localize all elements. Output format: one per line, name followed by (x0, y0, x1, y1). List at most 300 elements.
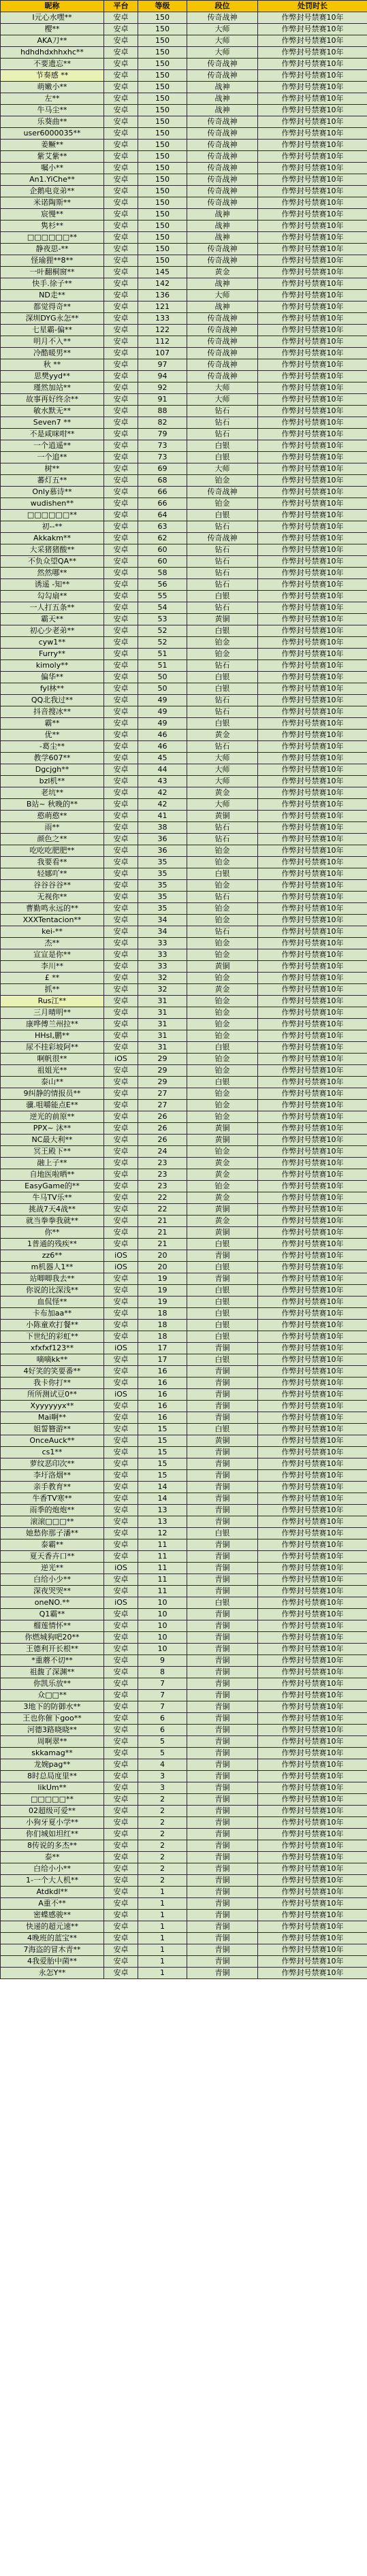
cell-penalty: 作弊封号禁赛10年 (258, 1054, 367, 1065)
cell-level: 20 (138, 1250, 187, 1262)
table-row (1, 1447, 367, 1458)
cell-platform: 安卓 (104, 1493, 138, 1505)
table-row (1, 602, 367, 614)
cell-penalty: 作弊封号禁赛10年 (258, 1840, 367, 1852)
cell-penalty: 作弊封号禁赛10年 (258, 186, 367, 197)
cell-nickname: Rus江** (1, 996, 104, 1007)
cell-platform: 安卓 (104, 683, 138, 695)
cell-penalty: 作弊封号禁赛10年 (258, 1655, 367, 1667)
cell-nickname: 牛马TV乐** (1, 1192, 104, 1204)
cell-nickname: 初心少老弟** (1, 625, 104, 637)
cell-nickname: PPX~ 沐** (1, 1123, 104, 1135)
cell-level: 150 (138, 209, 187, 221)
cell-penalty: 作弊封号禁赛10年 (258, 1968, 367, 1979)
cell-nickname: 抖音搜冰** (1, 706, 104, 718)
cell-penalty: 作弊封号禁赛10年 (258, 1192, 367, 1204)
table-row (1, 382, 367, 394)
cell-rank: 传奇战神 (187, 487, 258, 498)
cell-level: 58 (138, 568, 187, 579)
cell-rank: 大师 (187, 290, 258, 301)
cell-penalty: 作弊封号禁赛10年 (258, 915, 367, 926)
cell-rank: 青铜 (187, 1516, 258, 1528)
cell-level: 69 (138, 463, 187, 475)
cell-rank: 青铜 (187, 1250, 258, 1262)
cell-penalty: 作弊封号禁赛10年 (258, 926, 367, 938)
cell-nickname: 紫艾紫** (1, 151, 104, 163)
table-row (1, 1701, 367, 1713)
cell-platform: 安卓 (104, 174, 138, 186)
cell-penalty: 作弊封号禁赛10年 (258, 1759, 367, 1771)
cell-rank: 战神 (187, 278, 258, 290)
cell-platform: 安卓 (104, 452, 138, 463)
cell-rank: 青铜 (187, 1609, 258, 1620)
cell-penalty: 作弊封号禁赛10年 (258, 429, 367, 440)
table-row (1, 1759, 367, 1771)
table-row (1, 672, 367, 683)
cell-platform: 安卓 (104, 1308, 138, 1320)
cell-platform: 安卓 (104, 487, 138, 498)
cell-nickname: kimoly** (1, 660, 104, 672)
cell-platform: 安卓 (104, 93, 138, 105)
cell-rank: 战神 (187, 82, 258, 93)
cell-nickname: 七星霸-偏** (1, 325, 104, 336)
cell-rank: 钻石 (187, 579, 258, 591)
cell-platform: 安卓 (104, 290, 138, 301)
cell-rank: 黄金 (187, 1192, 258, 1204)
table-row (1, 359, 367, 371)
cell-penalty: 作弊封号禁赛10年 (258, 1030, 367, 1042)
cell-rank: 传奇战神 (187, 359, 258, 371)
cell-penalty: 作弊封号禁赛10年 (258, 1389, 367, 1401)
table-row (1, 371, 367, 382)
cell-rank: 黄金 (187, 730, 258, 741)
cell-level: 62 (138, 533, 187, 544)
table-row (1, 70, 367, 82)
cell-nickname: 秋 ** (1, 359, 104, 371)
cell-rank: 传奇战神 (187, 174, 258, 186)
cell-penalty: 作弊封号禁赛10年 (258, 602, 367, 614)
cell-level: 32 (138, 984, 187, 996)
cell-platform: 安卓 (104, 1644, 138, 1655)
table-row (1, 59, 367, 70)
cell-level: 88 (138, 406, 187, 417)
cell-rank: 战神 (187, 105, 258, 116)
cell-penalty: 作弊封号禁赛10年 (258, 1806, 367, 1817)
cell-level: 33 (138, 938, 187, 949)
cell-rank: 黄金 (187, 267, 258, 278)
cell-rank: 铂金 (187, 903, 258, 915)
cell-nickname: 滚滚□□□** (1, 1516, 104, 1528)
cell-penalty: 作弊封号禁赛10年 (258, 1285, 367, 1297)
cell-penalty: 作弊封号禁赛10年 (258, 649, 367, 660)
cell-penalty: 作弊封号禁赛10年 (258, 811, 367, 822)
table-row (1, 1343, 367, 1354)
cell-rank: 铂金 (187, 1111, 258, 1123)
cell-rank: 战神 (187, 93, 258, 105)
cell-level: 53 (138, 614, 187, 625)
cell-penalty: 作弊封号禁赛10年 (258, 163, 367, 174)
cell-nickname: 逆光的前原** (1, 1111, 104, 1123)
table-row (1, 406, 367, 417)
table-row (1, 1308, 367, 1320)
cell-nickname: 周啊翠** (1, 1736, 104, 1748)
cell-level: 23 (138, 1169, 187, 1181)
cell-nickname: likUm** (1, 1782, 104, 1794)
cell-rank: 黄铜 (187, 1227, 258, 1239)
cell-level: 79 (138, 429, 187, 440)
cell-rank: 铂金 (187, 880, 258, 892)
cell-level: 15 (138, 1470, 187, 1482)
cell-platform: 安卓 (104, 637, 138, 649)
cell-rank: 战神 (187, 209, 258, 221)
cell-rank: 青铜 (187, 1586, 258, 1597)
cell-level: 24 (138, 1146, 187, 1158)
cell-penalty: 作弊封号禁赛10年 (258, 1470, 367, 1482)
cell-platform: 安卓 (104, 244, 138, 255)
cell-nickname: 瑾然加站** (1, 382, 104, 394)
header-row (1, 1, 367, 12)
cell-platform: 安卓 (104, 672, 138, 683)
cell-nickname: XXXTentacion** (1, 915, 104, 926)
table-row (1, 186, 367, 197)
cell-level: 26 (138, 1111, 187, 1123)
table-row (1, 1077, 367, 1088)
table-row (1, 498, 367, 510)
cell-platform: 安卓 (104, 1354, 138, 1366)
cell-penalty: 作弊封号禁赛10年 (258, 1227, 367, 1239)
cell-platform: 安卓 (104, 1748, 138, 1759)
cell-level: 46 (138, 741, 187, 753)
cell-rank: 青铜 (187, 1493, 258, 1505)
table-row (1, 1632, 367, 1644)
cell-rank: 青铜 (187, 1667, 258, 1678)
cell-level: 18 (138, 1331, 187, 1343)
cell-nickname: 宣宣是你** (1, 949, 104, 961)
cell-level: 14 (138, 1482, 187, 1493)
cell-nickname: 然然哪** (1, 568, 104, 579)
cell-nickname: 亲手教育** (1, 1482, 104, 1493)
table-row (1, 82, 367, 93)
cell-level: 150 (138, 140, 187, 151)
cell-level: 18 (138, 1308, 187, 1320)
cell-nickname: 勾勾扇** (1, 591, 104, 602)
cell-nickname: 蕃灯五** (1, 475, 104, 487)
cell-rank: 青铜 (187, 1551, 258, 1563)
cell-rank: 白银 (187, 1308, 258, 1320)
cell-penalty: 作弊封号禁赛10年 (258, 1609, 367, 1620)
cell-platform: 安卓 (104, 1725, 138, 1736)
cell-level: 2 (138, 1863, 187, 1875)
cell-platform: 安卓 (104, 799, 138, 811)
cell-platform: 安卓 (104, 973, 138, 984)
cell-level: 1 (138, 1887, 187, 1898)
cell-level: 3 (138, 1771, 187, 1782)
cell-platform: 安卓 (104, 70, 138, 82)
cell-rank: 钻石 (187, 892, 258, 903)
cell-rank: 钻石 (187, 660, 258, 672)
cell-rank: 传奇战神 (187, 197, 258, 209)
cell-nickname: 众□□** (1, 1690, 104, 1701)
cell-platform: 安卓 (104, 868, 138, 880)
cell-level: 22 (138, 1192, 187, 1204)
cell-level: 50 (138, 683, 187, 695)
cell-penalty: 作弊封号禁赛10年 (258, 12, 367, 24)
cell-rank: 钻石 (187, 544, 258, 556)
cell-level: 73 (138, 452, 187, 463)
cell-penalty: 作弊封号禁赛10年 (258, 232, 367, 244)
cell-level: 121 (138, 301, 187, 313)
table-row (1, 625, 367, 637)
cell-platform: 安卓 (104, 59, 138, 70)
cell-platform: 安卓 (104, 568, 138, 579)
cell-nickname: Only慕诗** (1, 487, 104, 498)
cell-level: 7 (138, 1701, 187, 1713)
table-row (1, 313, 367, 325)
cell-penalty: 作弊封号禁赛10年 (258, 1736, 367, 1748)
cell-level: 1 (138, 1898, 187, 1910)
cell-penalty: 作弊封号禁赛10年 (258, 776, 367, 787)
cell-nickname: 王德利开长根** (1, 1644, 104, 1655)
table-row (1, 521, 367, 533)
cell-level: 21 (138, 1216, 187, 1227)
cell-rank: 传奇战神 (187, 325, 258, 336)
table-row (1, 1169, 367, 1181)
table-row (1, 1586, 367, 1597)
table-row (1, 753, 367, 764)
cell-penalty: 作弊封号禁赛10年 (258, 533, 367, 544)
cell-nickname: 白给小少** (1, 1574, 104, 1586)
cell-rank: 青铜 (187, 1910, 258, 1921)
cell-nickname: Mai啊** (1, 1412, 104, 1424)
cell-level: 17 (138, 1343, 187, 1354)
cell-rank: 青铜 (187, 1644, 258, 1655)
table-row (1, 163, 367, 174)
cell-nickname: 挑战7天4战** (1, 1204, 104, 1216)
cell-platform: 安卓 (104, 267, 138, 278)
cell-platform: 安卓 (104, 1019, 138, 1030)
cell-penalty: 作弊封号禁赛10年 (258, 1493, 367, 1505)
cell-level: 43 (138, 776, 187, 787)
cell-nickname: 祖馥了深渊** (1, 1667, 104, 1678)
cell-rank: 铂金 (187, 938, 258, 949)
cell-platform: 安卓 (104, 1759, 138, 1771)
cell-rank: 传奇战神 (187, 313, 258, 325)
cell-nickname: 站唧唧我去** (1, 1273, 104, 1285)
cell-rank: 青铜 (187, 1701, 258, 1713)
cell-platform: iOS (104, 1250, 138, 1262)
cell-platform: 安卓 (104, 116, 138, 128)
cell-rank: 传奇战神 (187, 59, 258, 70)
cell-level: 9 (138, 1655, 187, 1667)
cell-platform: 安卓 (104, 186, 138, 197)
cell-platform: 安卓 (104, 880, 138, 892)
cell-platform: 安卓 (104, 1158, 138, 1169)
table-row (1, 1065, 367, 1077)
cell-level: 2 (138, 1840, 187, 1852)
cell-level: 16 (138, 1401, 187, 1412)
cell-level: 112 (138, 336, 187, 348)
cell-platform: 安卓 (104, 915, 138, 926)
cell-rank: 青铜 (187, 1412, 258, 1424)
cell-penalty: 作弊封号禁赛10年 (258, 1667, 367, 1678)
cell-nickname: OnceAuck** (1, 1435, 104, 1447)
cell-nickname: 敏水默无** (1, 406, 104, 417)
cell-nickname: 8传说的多杰** (1, 1840, 104, 1852)
cell-platform: 安卓 (104, 475, 138, 487)
cell-nickname: A重不** (1, 1898, 104, 1910)
cell-platform: 安卓 (104, 128, 138, 140)
cell-nickname: 8时总局度里** (1, 1771, 104, 1782)
cell-platform: 安卓 (104, 1609, 138, 1620)
cell-platform: 安卓 (104, 1551, 138, 1563)
cell-rank: 青铜 (187, 1678, 258, 1690)
cell-nickname: 02超级可爱** (1, 1806, 104, 1817)
cell-platform: 安卓 (104, 1435, 138, 1447)
cell-nickname: 嘀嘀kk** (1, 1354, 104, 1366)
cell-penalty: 作弊封号禁赛10年 (258, 1216, 367, 1227)
cell-platform: iOS (104, 1343, 138, 1354)
cell-platform: 安卓 (104, 1817, 138, 1829)
table-row (1, 1539, 367, 1551)
table-row (1, 822, 367, 834)
cell-rank: 青铜 (187, 1366, 258, 1377)
cell-level: 35 (138, 880, 187, 892)
cell-nickname: 吃吃吃肥肥** (1, 845, 104, 857)
cell-level: 150 (138, 82, 187, 93)
cell-penalty: 作弊封号禁赛10年 (258, 140, 367, 151)
cell-penalty: 作弊封号禁赛10年 (258, 359, 367, 371)
table-row (1, 649, 367, 660)
table-row (1, 776, 367, 787)
cell-level: 49 (138, 718, 187, 730)
cell-penalty: 作弊封号禁赛10年 (258, 1817, 367, 1829)
table-row (1, 394, 367, 406)
cell-rank: 青铜 (187, 1736, 258, 1748)
cell-platform: 安卓 (104, 1933, 138, 1944)
cell-nickname: 我卡你打** (1, 1377, 104, 1389)
cell-penalty: 作弊封号禁赛10年 (258, 174, 367, 186)
cell-platform: 安卓 (104, 1678, 138, 1690)
cell-penalty: 作弊封号禁赛10年 (258, 961, 367, 973)
cell-rank: 黄铜 (187, 1123, 258, 1135)
cell-platform: 安卓 (104, 359, 138, 371)
table-row (1, 1424, 367, 1435)
cell-nickname: 思樊yyd** (1, 371, 104, 382)
cell-rank: 白银 (187, 1077, 258, 1088)
cell-platform: 安卓 (104, 313, 138, 325)
table-row (1, 1620, 367, 1632)
cell-platform: 安卓 (104, 1875, 138, 1887)
cell-platform: 安卓 (104, 834, 138, 845)
cell-nickname: -葛尘** (1, 741, 104, 753)
table-row (1, 868, 367, 880)
cell-platform: 安卓 (104, 1806, 138, 1817)
cell-rank: 青铜 (187, 1794, 258, 1806)
cell-level: 150 (138, 59, 187, 70)
cell-platform: 安卓 (104, 1968, 138, 1979)
table-row (1, 1829, 367, 1840)
cell-penalty: 作弊封号禁赛10年 (258, 579, 367, 591)
cell-platform: 安卓 (104, 961, 138, 973)
cell-penalty: 作弊封号禁赛10年 (258, 764, 367, 776)
cell-penalty: 作弊封号禁赛10年 (258, 371, 367, 382)
cell-nickname: 霸天** (1, 614, 104, 625)
cell-level: 51 (138, 649, 187, 660)
cell-level: 10 (138, 1644, 187, 1655)
cell-rank: 黄铜 (187, 614, 258, 625)
table-row (1, 1158, 367, 1169)
cell-platform: 安卓 (104, 1412, 138, 1424)
table-row (1, 1968, 367, 1979)
cell-rank: 青铜 (187, 1273, 258, 1285)
cell-platform: 安卓 (104, 1123, 138, 1135)
cell-penalty: 作弊封号禁赛10年 (258, 1354, 367, 1366)
cell-nickname: 初--** (1, 521, 104, 533)
cell-platform: 安卓 (104, 498, 138, 510)
cell-nickname: 企鹅电竞弟** (1, 186, 104, 197)
cell-nickname: 河德3路晓晓** (1, 1725, 104, 1736)
cell-penalty: 作弊封号禁赛10年 (258, 706, 367, 718)
cell-nickname: 榴莲情怀** (1, 1620, 104, 1632)
cell-level: 150 (138, 70, 187, 82)
cell-penalty: 作弊封号禁赛10年 (258, 1401, 367, 1412)
cell-platform: 安卓 (104, 371, 138, 382)
cell-nickname: 雨** (1, 822, 104, 834)
cell-penalty: 作弊封号禁赛10年 (258, 1111, 367, 1123)
cell-level: 142 (138, 278, 187, 290)
table-row (1, 1389, 367, 1401)
cell-nickname: 颜色之** (1, 834, 104, 845)
cell-penalty: 作弊封号禁赛10年 (258, 313, 367, 325)
cell-penalty: 作弊封号禁赛10年 (258, 475, 367, 487)
cell-rank: 铂金 (187, 1088, 258, 1100)
cell-platform: 安卓 (104, 706, 138, 718)
cell-platform: 安卓 (104, 1910, 138, 1921)
cell-nickname: 杰** (1, 938, 104, 949)
cell-platform: 安卓 (104, 1088, 138, 1100)
cell-level: 10 (138, 1609, 187, 1620)
cell-platform: iOS (104, 1563, 138, 1574)
cell-platform: 安卓 (104, 429, 138, 440)
cell-nickname: 米诺陶斯** (1, 197, 104, 209)
cell-nickname: 卡布加aa** (1, 1308, 104, 1320)
table-row (1, 24, 367, 35)
cell-penalty: 作弊封号禁赛10年 (258, 1597, 367, 1609)
cell-nickname: 3地下的防御水** (1, 1701, 104, 1713)
cell-rank: 钻石 (187, 834, 258, 845)
cell-platform: 安卓 (104, 394, 138, 406)
table-row (1, 1944, 367, 1956)
cell-penalty: 作弊封号禁赛10年 (258, 1748, 367, 1759)
cell-platform: 安卓 (104, 1887, 138, 1898)
cell-rank: 黄金 (187, 1169, 258, 1181)
table-row (1, 1528, 367, 1539)
cell-rank: 大师 (187, 24, 258, 35)
cell-nickname: 不负众望QA** (1, 556, 104, 568)
cell-nickname: 不是咸咪咁** (1, 429, 104, 440)
table-row (1, 1690, 367, 1701)
cell-level: 17 (138, 1354, 187, 1366)
table-row (1, 1435, 367, 1447)
table-row (1, 1748, 367, 1759)
cell-level: 29 (138, 1065, 187, 1077)
table-row (1, 683, 367, 695)
cell-rank: 青铜 (187, 1956, 258, 1968)
cell-level: 11 (138, 1551, 187, 1563)
cell-nickname: 教学607** (1, 753, 104, 764)
cell-level: 16 (138, 1366, 187, 1377)
cell-penalty: 作弊封号禁赛10年 (258, 1250, 367, 1262)
